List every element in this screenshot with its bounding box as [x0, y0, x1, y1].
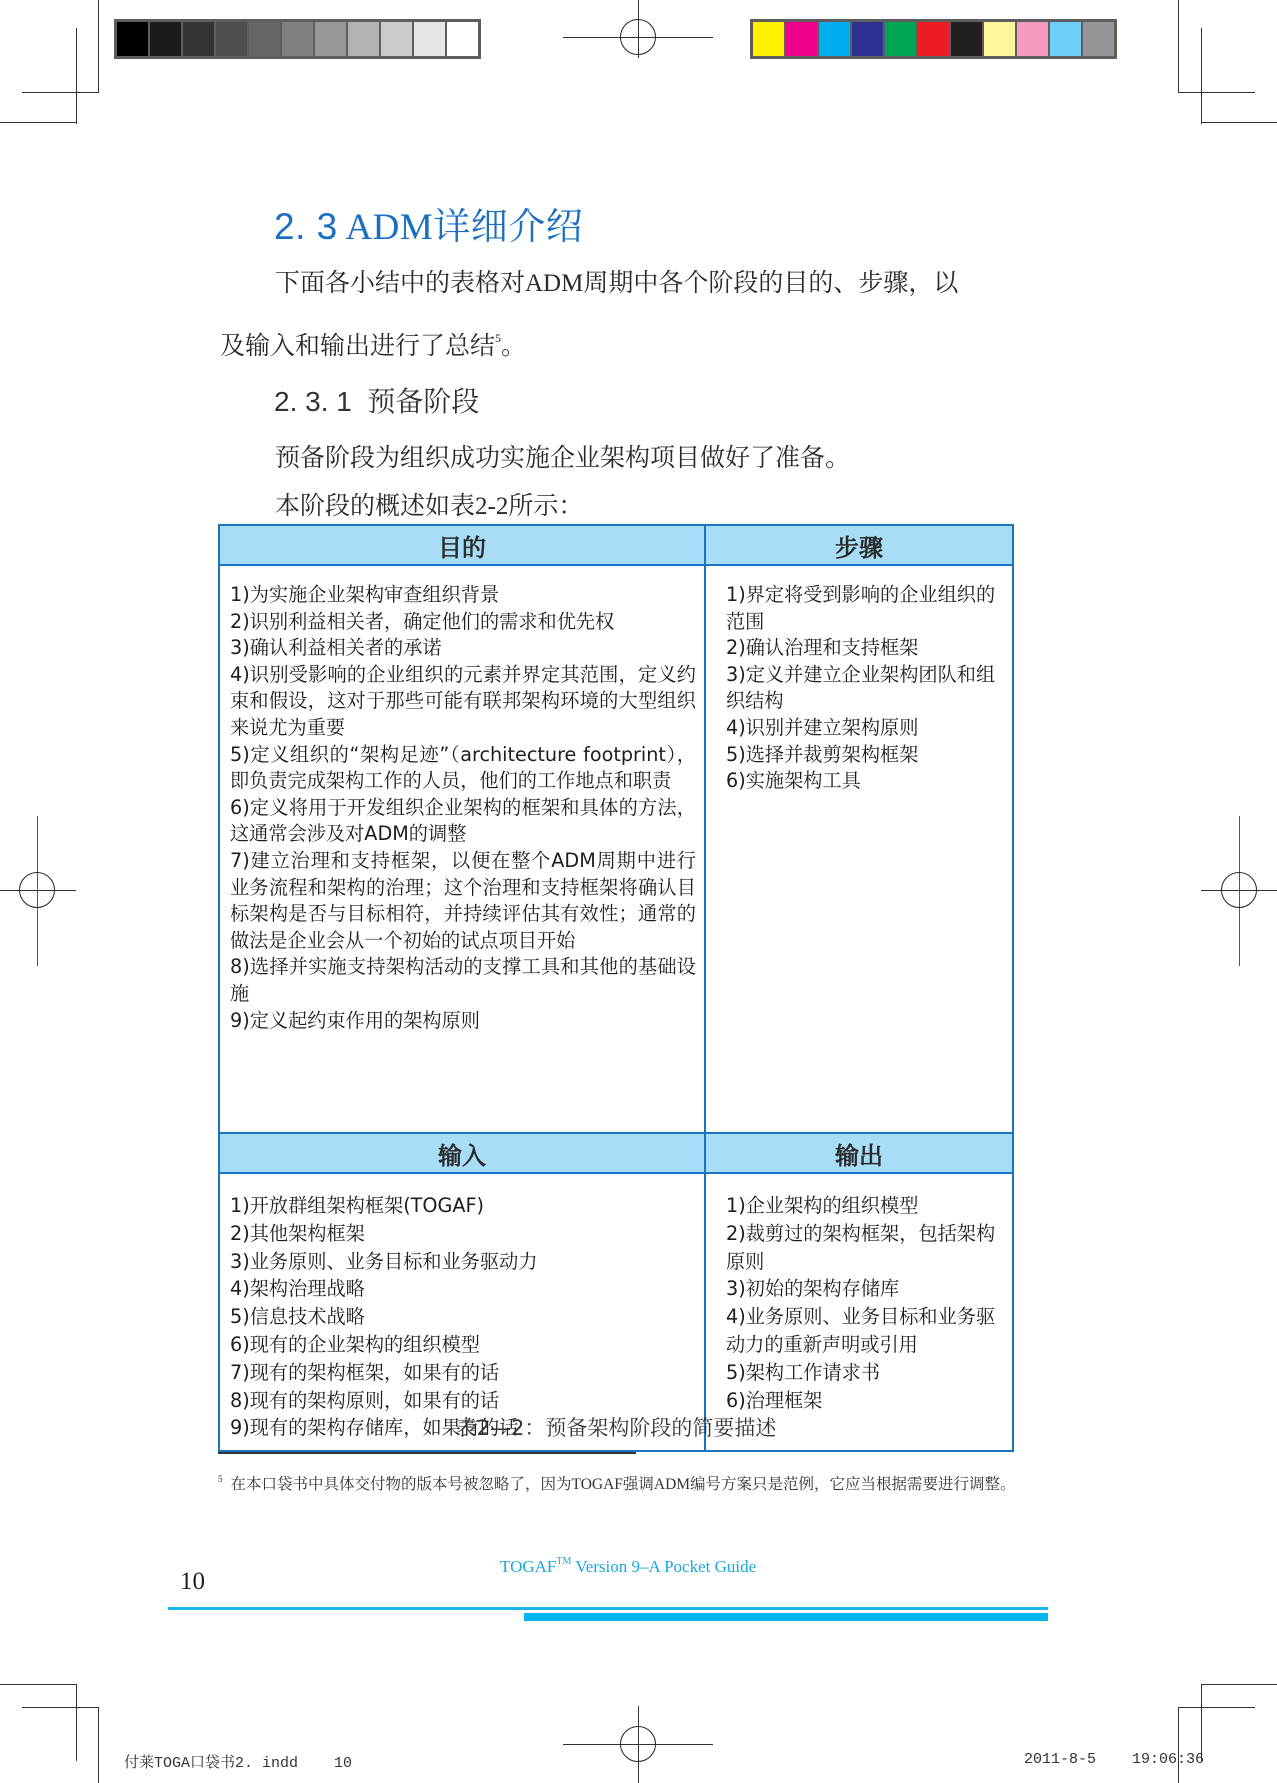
crop-mark: [1201, 1684, 1277, 1685]
steps-list-item: 5)选择并裁剪架构框架: [726, 742, 919, 766]
objectives-list-item: 7)建立治理和支持框架，以便在整个ADM周期中进行业务流程和架构的治理；这个治理和支持框架将确认目标架构是否与目标相符，并持续评估其有效性；通常的做法是企业会从一个初始的试点项目开始: [230, 848, 696, 952]
outputs-list-item: 5)架构工作请求书: [726, 1360, 881, 1384]
header-objectives: 目的: [219, 525, 705, 565]
page-number: 10: [180, 1568, 205, 1595]
registration-target-icon: [620, 1726, 656, 1762]
color-swatch: [819, 22, 850, 56]
steps-list-item: 6)实施架构工具: [726, 769, 861, 793]
color-swatch: [249, 22, 280, 56]
intro-line-2: 及输入和输出进行了总结$^5$。: [220, 331, 527, 360]
color-swatch: [150, 22, 181, 56]
color-calibration-bar: [750, 19, 1117, 59]
slug-datetime: 2011-8-5 19:06:36: [1024, 1751, 1205, 1768]
steps-list-item: 1)界定将受到影响的企业组织的范围: [726, 583, 996, 633]
outputs-list-item: 1)企业架构的组织模型: [726, 1194, 919, 1217]
steps-cell: [705, 565, 1013, 1133]
inputs-list-item: 5)信息技术战略: [230, 1305, 365, 1329]
header-outputs: 输出: [705, 1133, 1013, 1173]
color-swatch: [117, 22, 148, 56]
subsection-heading: [274, 380, 479, 420]
subsection-number: 2. 3. 1: [274, 386, 352, 417]
color-swatch: [348, 22, 379, 56]
color-swatch: [852, 22, 883, 56]
color-swatch: [786, 22, 817, 56]
outputs-list-item: 3)初始的架构存储库: [726, 1277, 900, 1301]
steps-list-item: 3)定义并建立企业架构团队和组织结构: [726, 662, 996, 713]
slug-filename: 付莱TOGA口袋书2. indd 10: [124, 1755, 353, 1772]
crop-mark: [1201, 28, 1202, 124]
header-inputs: 输入: [219, 1133, 705, 1173]
steps-list-item: 4)识别并建立架构原则: [726, 715, 919, 739]
inputs-list-item: 2)其他架构框架: [230, 1221, 365, 1245]
color-swatch: [984, 22, 1015, 56]
outputs-list-item: 2)裁剪过的架构框架，包括架构原则: [726, 1221, 996, 1273]
objectives-list-item: 3)确认利益相关者的承诺: [230, 636, 442, 660]
table-caption: 表2—2：预备架构阶段的简要描述: [455, 1416, 777, 1440]
header-steps: 步骤: [705, 525, 1013, 565]
color-swatch: [183, 22, 214, 56]
color-swatch: [1017, 22, 1048, 56]
objectives-list-item: 6)定义将用于开发组织企业架构的框架和具体的方法，这通常会涉及对ADM的调整: [230, 795, 696, 846]
outputs-cell: [705, 1173, 1013, 1451]
section-heading: [274, 196, 583, 250]
color-swatch: [951, 22, 982, 56]
objectives-list-item: 4)识别受影响的企业组织的元素并界定其范围，定义约束和假设，这对于那些可能有联邦架构环境的大型组织来说尤为重要: [230, 662, 696, 739]
inputs-list-item: 3)业务原则、业务目标和业务驱动力: [230, 1249, 538, 1273]
objectives-list-item: 1)为实施企业架构审查组织背景: [230, 583, 500, 606]
color-swatch: [753, 22, 784, 56]
objectives-list-item: 2)识别利益相关者，确定他们的需求和优先权: [230, 609, 615, 633]
outputs-list-item: 6)治理框架: [726, 1388, 823, 1412]
crop-mark: [22, 1707, 99, 1708]
color-swatch: [885, 22, 916, 56]
outputs-list-item: 4)业务原则、业务目标和业务驱动力的重新声明或引用: [726, 1305, 996, 1356]
color-swatch: [918, 22, 949, 56]
footnote: [218, 1462, 1018, 1502]
inputs-cell: [219, 1173, 705, 1451]
crop-mark: [22, 92, 99, 93]
inputs-list-item: 7)现有的架构框架，如果有的话: [230, 1360, 500, 1384]
objectives-cell: [219, 565, 705, 1133]
subsection-paragraph-1: 预备阶段为组织成功实施企业架构项目做好了准备。: [275, 445, 851, 472]
intro-paragraph: [220, 257, 1020, 374]
objectives-list-item: 8)选择并实施支持架构活动的支撑工具和其他的基础设施: [230, 955, 696, 1005]
running-head: TOGAF™ Version 9–A Pocket Guide: [500, 1556, 757, 1576]
footnote-marker: 5: [218, 1474, 223, 1484]
footnote-divider: [218, 1452, 636, 1454]
registration-target-icon: [1221, 872, 1257, 908]
registration-target-icon: [620, 19, 656, 55]
subsection-paragraph-2: 本阶段的概述如表2-2所示：: [275, 493, 584, 520]
crop-mark: [0, 122, 77, 123]
color-swatch: [315, 22, 346, 56]
crop-mark: [98, 1707, 99, 1783]
color-swatch: [1083, 22, 1114, 56]
inputs-list-item: 8)现有的架构原则，如果有的话: [230, 1388, 500, 1412]
inputs-list-item: 6)现有的企业架构的组织模型: [230, 1332, 480, 1356]
color-swatch: [447, 22, 478, 56]
inputs-list-item: 4)架构治理战略: [230, 1277, 365, 1301]
crop-mark: [1178, 92, 1255, 93]
color-swatch: [216, 22, 247, 56]
color-swatch: [1050, 22, 1081, 56]
color-swatch: [381, 22, 412, 56]
objectives-list-item: 9)定义起约束作用的架构原则: [230, 1008, 480, 1032]
crop-mark: [1201, 122, 1277, 123]
crop-mark: [98, 0, 99, 93]
section-number: 2. 3: [274, 206, 338, 247]
crop-mark: [1178, 0, 1179, 93]
crop-mark: [1201, 1684, 1202, 1761]
registration-target-icon: [19, 872, 55, 908]
footer-rule-thick: [524, 1613, 1048, 1621]
intro-line-1: 下面各小结中的表格对ADM周期中各个阶段的目的、步骤，以: [275, 270, 959, 297]
color-swatch: [282, 22, 313, 56]
objectives-list-item: 5)定义组织的“架构足迹”（architecture footprint），即负责完成架构工作的人员，他们的工作地点和职责: [230, 742, 696, 793]
crop-mark: [0, 1684, 77, 1685]
crop-mark: [76, 1684, 77, 1761]
color-swatch: [414, 22, 445, 56]
footnote-ref[interactable]: 5: [495, 331, 502, 345]
inputs-list-item: 1)开放群组架构框架(TOGAF): [230, 1194, 485, 1217]
crop-mark: [1178, 1707, 1179, 1783]
section-title: ADM详细介绍: [345, 207, 584, 248]
crop-mark: [1178, 1707, 1255, 1708]
grayscale-calibration-bar: [114, 19, 481, 59]
steps-list-item: 2)确认治理和支持框架: [726, 636, 919, 660]
inputs-list-item: 9)现有的架构存储库，如果有的话: [230, 1416, 519, 1440]
footnote-text: 在本口袋书中具体交付物的版本号被忽略了，因为TOGAF强调ADM编号方案只是范例，它应当根据需要进行调整。: [230, 1476, 1016, 1493]
phase-summary-table: [218, 524, 1014, 1452]
trademark-mark: TM: [556, 1556, 572, 1567]
subsection-title: 预备阶段: [367, 386, 480, 417]
footer-rule-thin: [168, 1607, 1048, 1610]
crop-mark: [76, 28, 77, 124]
